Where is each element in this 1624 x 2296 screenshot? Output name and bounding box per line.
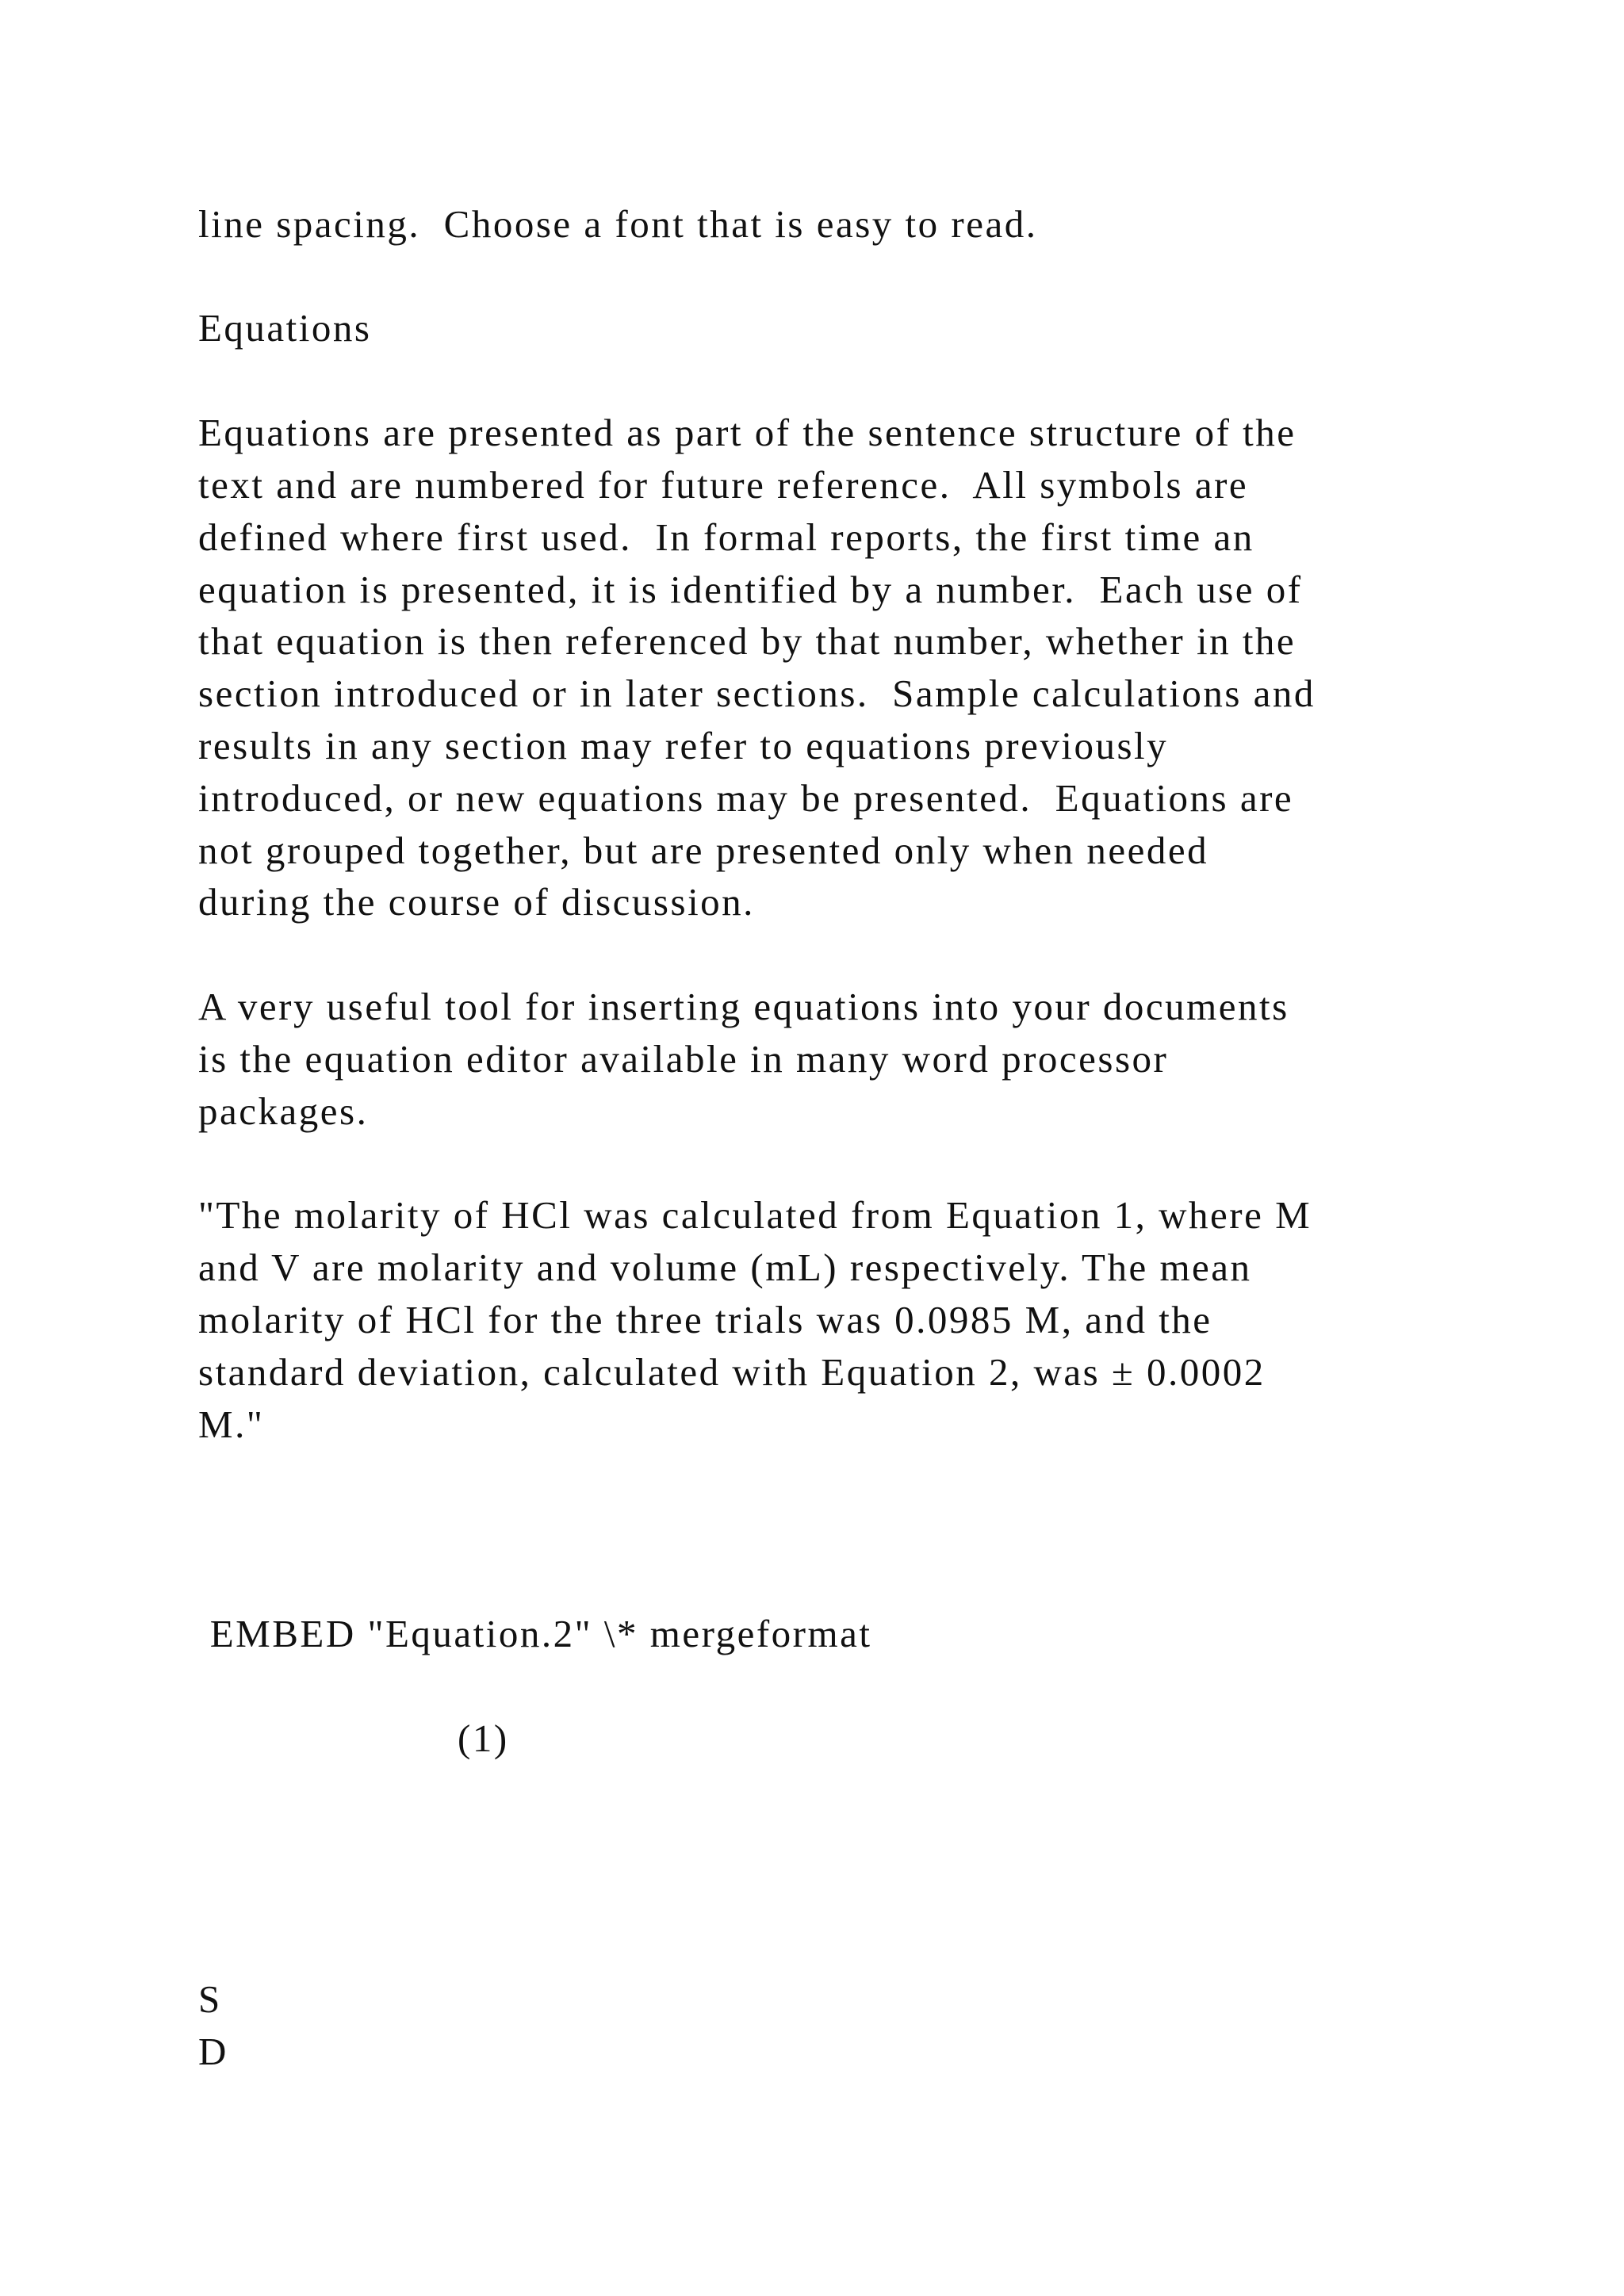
quote-line: M." — [198, 1402, 265, 1446]
paragraph-line: introduced, or new equations may be presented. Equations are — [198, 776, 1294, 820]
paragraph-line: packages. — [198, 1089, 369, 1133]
quote-line: standard deviation, calculated with Equation 2, was ± 0.0002 — [198, 1350, 1266, 1394]
paragraph-line: defined where first used. In formal reports, the first time an — [198, 515, 1254, 559]
embed-field-code: EMBED "Equation.2" \* mergeformat — [198, 1612, 872, 1655]
quote-line: and V are molarity and volume (mL) respectively. The mean — [198, 1246, 1252, 1289]
paragraph-line: results in any section may refer to equations previously — [198, 724, 1169, 767]
fragment-letter: D — [198, 2030, 228, 2073]
quote-line: molarity of HCl for the three trials was 0.0985 M, and the — [198, 1298, 1212, 1341]
paragraph-line: Equations are presented as part of the sentence structure of the — [198, 411, 1297, 454]
paragraph-line: A very useful tool for inserting equations into your documents — [198, 985, 1289, 1028]
quote-line: "The molarity of HCl was calculated from Equation 1, where M — [198, 1193, 1312, 1237]
paragraph-line: not grouped together, but are presented only when needed — [198, 828, 1209, 872]
fragment-letter: S — [198, 1977, 222, 2021]
section-heading: Equations — [198, 306, 372, 350]
paragraph-line: is the equation editor available in many word processor — [198, 1037, 1169, 1081]
paragraph-line: section introduced or in later sections. Sample calculations and — [198, 672, 1316, 715]
paragraph-line: during the course of discussion. — [198, 880, 755, 924]
paragraph-line: equation is presented, it is identified by a number. Each use of — [198, 568, 1303, 611]
paragraph-line: text and are numbered for future reference. All symbols are — [198, 463, 1249, 507]
paragraph-line: that equation is then referenced by that number, whether in the — [198, 619, 1297, 663]
intro-tail-line: line spacing. Choose a font that is easy to read. — [198, 202, 1038, 246]
equation-number: (1) — [458, 1716, 509, 1760]
